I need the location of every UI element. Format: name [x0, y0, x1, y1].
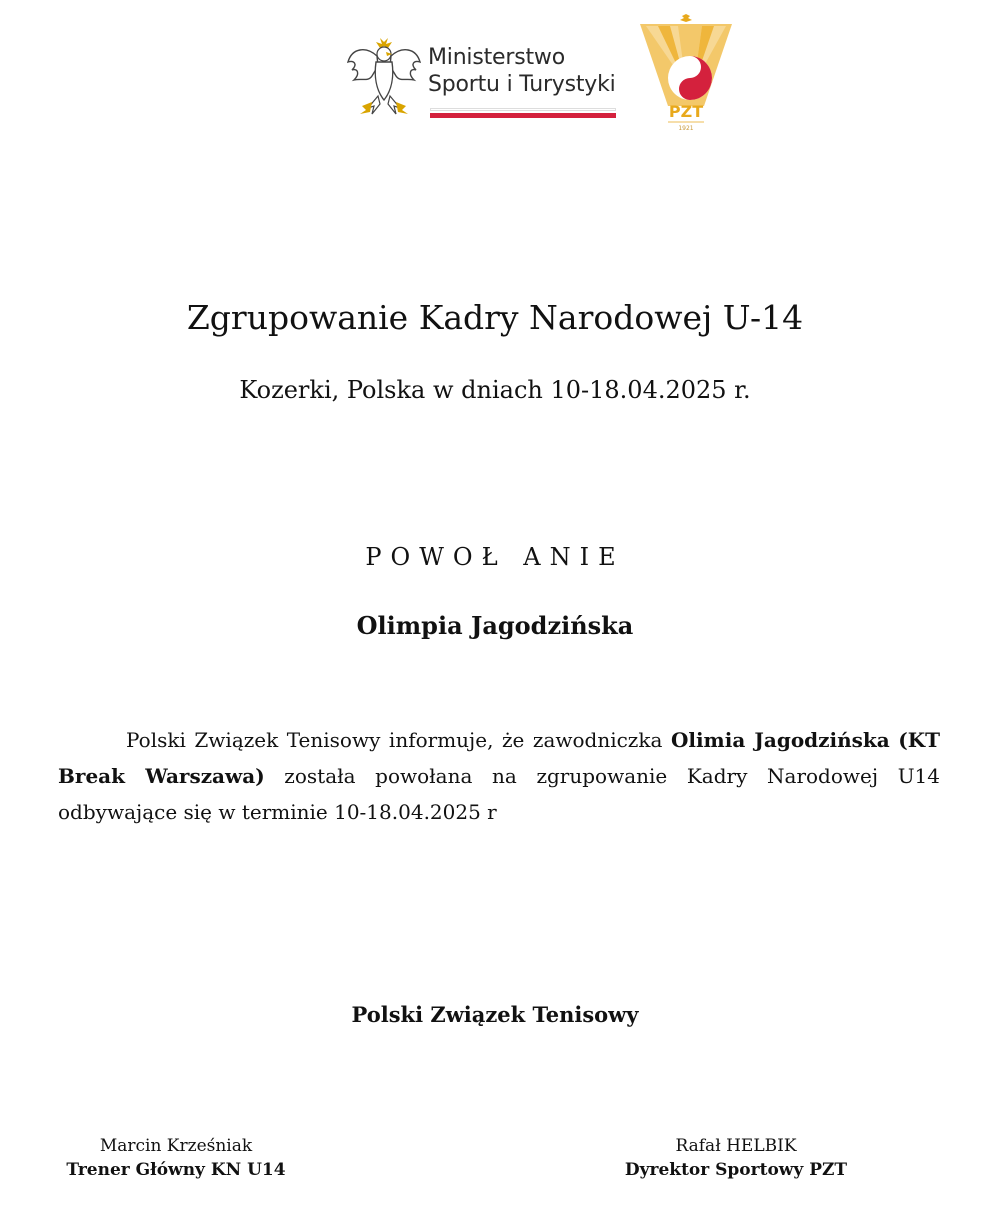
document-subtitle: Kozerki, Polska w dniach 10-18.04.2025 r. [239, 376, 751, 404]
pzt-logo-icon [640, 14, 732, 132]
document-title: Zgrupowanie Kadry Narodowej U-14 [186, 298, 804, 337]
ministry-logo [346, 36, 618, 126]
ministry-line1: Ministerstwo [428, 45, 565, 70]
body-paragraph [58, 722, 940, 830]
body-text-part2 [890, 728, 899, 752]
flag-stripe-red [430, 113, 616, 118]
athlete-name: Olimpia Jagodzińska [356, 611, 634, 640]
signature-role: Dyrektor Sportowy PZT [624, 1160, 848, 1180]
ministry-line2: Sportu i Turystyki [428, 72, 616, 97]
pzt-logo-text: PZT [668, 102, 704, 121]
body-athlete-name: Olimia Jagodzińska [670, 728, 890, 752]
signature-left [56, 1134, 296, 1182]
body-club-name: (KT Break Warszawa) [58, 728, 941, 788]
white-eagle-emblem-icon [346, 36, 422, 122]
organization-name: Polski Związek Tenisowy [351, 1002, 639, 1027]
ministry-name [428, 44, 616, 98]
pzt-logo-year: 1921 [678, 125, 694, 132]
nomination-heading: POWOŁ ANIE [365, 543, 625, 571]
signature-name: Marcin Krześniak [99, 1136, 253, 1156]
body-text-part3: została powołana na zgrupowanie Kadry Narodowej U14 odbywające się w terminie 10-18.04.2025 r [58, 764, 940, 824]
signature-name: Rafał HELBIK [675, 1136, 797, 1156]
header-logos [0, 0, 990, 150]
flag-stripe-white [430, 108, 616, 111]
signature-right [616, 1134, 856, 1182]
signature-role: Trener Główny KN U14 [66, 1160, 286, 1180]
body-text-part1: Polski Związek Tenisowy informuje, że zawodniczka [126, 728, 671, 752]
